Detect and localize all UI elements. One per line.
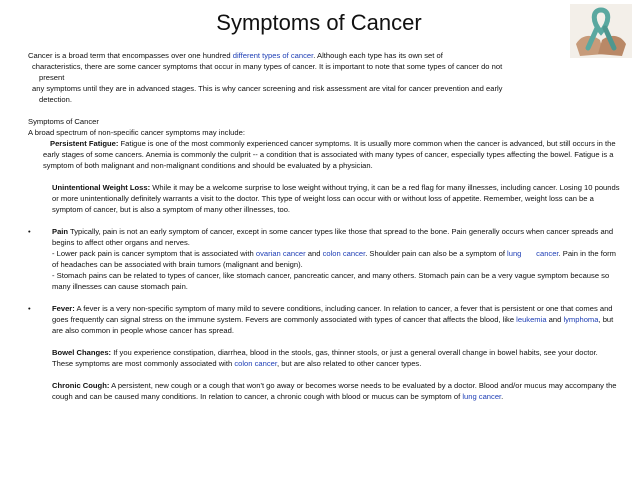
link-lung-cancer-2[interactable]: lung cancer	[462, 392, 502, 401]
bullet-icon: •	[28, 304, 31, 313]
fever-item	[28, 303, 620, 336]
intro-line-1: Cancer is a broad term that encompasses over one hundred different types of cancer. Although each type has its own set of	[28, 51, 443, 60]
fever-paragraph: Fever: A fever is a very non-specific symptom of many mild to severe conditions, including cancer. In relation to cancer, a fever that is persistent or one that comes and goes frequently can signal stress on the immune system. Fevers are commonly associated with types of cancer that affects the blood, like leukemia and lymphoma, but are also common in people whose cancer has spread.	[52, 304, 614, 335]
cough-paragraph: Chronic Cough: A persistent, new cough or a cough that won't go away or becomes worse needs to be evaluated by a doctor. Blood and/or mucus may accompany the cough and can be caused many conditions. In relation to cancer, a chronic cough with blood or mucus can be symptom of lung cancer.	[52, 381, 617, 401]
spectrum-line: A broad spectrum of non-specific cancer symptoms may include:	[28, 128, 245, 137]
pain-item	[28, 226, 620, 292]
document-body	[28, 50, 620, 402]
bowel-paragraph: Bowel Changes: If you experience constipation, diarrhea, blood in the stools, gas, thinner stools, or just a general overall change in bowel habits, see your doctor. These symptoms are most commonly associated with colon cancer, but are also related to other cancer types.	[52, 348, 598, 368]
link-leukemia[interactable]: leukemia	[516, 315, 547, 324]
intro-line-5: detection.	[39, 95, 72, 104]
link-lymphoma[interactable]: lymphoma	[563, 315, 599, 324]
intro-line-4: any symptoms until they are in advanced stages. This is why cancer screening and risk assessment are vital for cancer prevention and early	[32, 84, 503, 93]
intro-line-3: present	[39, 73, 65, 82]
intro-line-2: characteristics, there are some cancer symptoms that occur in many types of cancer. It is important to note that some types of cancer do not	[32, 62, 503, 71]
page-title: Symptoms of Cancer	[216, 10, 422, 35]
link-types-of-cancer[interactable]: different types of cancer	[232, 51, 314, 60]
pain-sub-1: - Lower pack pain is cancer symptom that is associated with ovarian cancer and colon cancer. Shoulder pain can also be a symptom of lung cancer. Pain in the form of headaches can be associated with brain tumors (malignant and benign).	[52, 249, 616, 269]
link-colon-cancer-2[interactable]: colon cancer	[234, 359, 277, 368]
bullet-icon: •	[28, 227, 31, 236]
section-heading: Symptoms of Cancer	[28, 117, 99, 126]
link-colon-cancer[interactable]: colon cancer	[322, 249, 366, 258]
fatigue-paragraph: Persistent Fatigue: Fatigue is one of the most commonly experienced cancer symptoms. It is usually more common when the cancer is advanced, but still occurs in the early stages of some cancers. Anemia is commonly the culprit -- a condition that is associated with many types of cancer, especially types affecting the bowel. Fatigue is a symptom of both malignant and non-malignant conditions and should be evaluated by a physician.	[43, 139, 616, 170]
weight-paragraph: Unintentional Weight Loss: While it may be a welcome surprise to lose weight without trying, it can be a red flag for many illnesses, including cancer. Losing 10 pounds or more unintentionally definitely warrants a visit to the doctor. This type of weight loss can occur with or without loss of appetite. Remember, weight loss can be a symptom of cancer, but is also a symptom of many other illnesses, too.	[52, 183, 620, 214]
link-ovarian-cancer[interactable]: ovarian cancer	[255, 249, 306, 258]
pain-sub-2: - Stomach pains can be related to types of cancer, like stomach cancer, pancreatic cancer, and many others. Stomach pain can be a very vague symptom because so many illnesses can cause stomach pain.	[52, 271, 610, 291]
pain-paragraph: Pain Typically, pain is not an early symptom of cancer, except in some cancer types like those that spread to the bone. Pain generally occurs when cancer spreads and begins to affect other organs and nerves.	[52, 227, 614, 247]
link-lung-cancer[interactable]: lung cancer	[507, 249, 559, 258]
